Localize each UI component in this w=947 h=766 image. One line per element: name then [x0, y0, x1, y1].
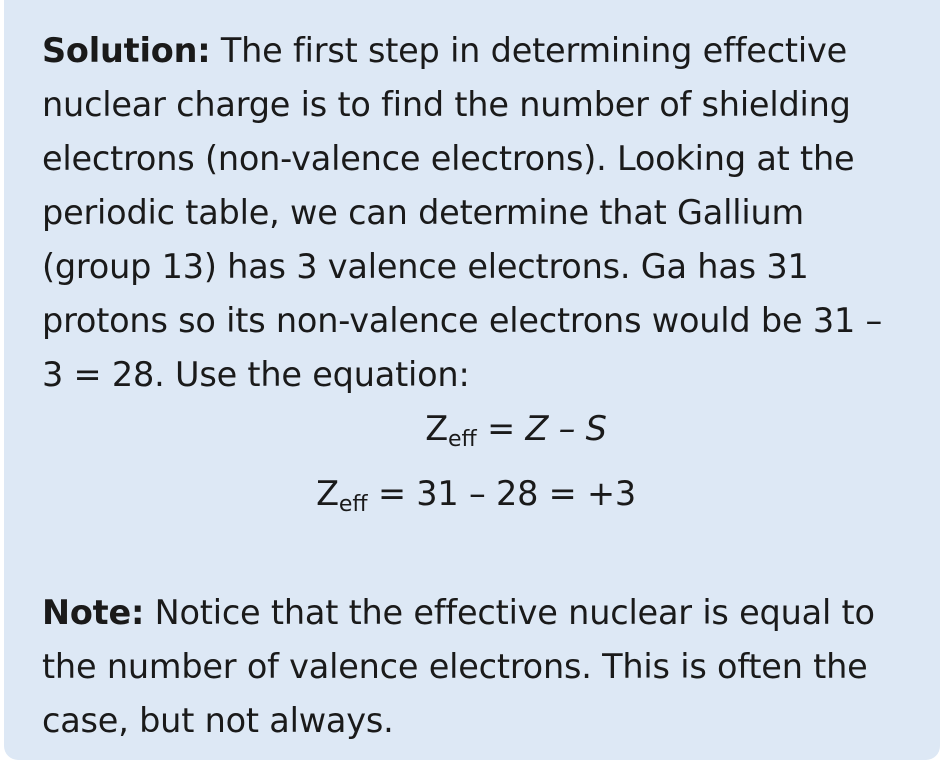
equation-calculation [42, 467, 910, 532]
z-variable: Z [525, 409, 549, 448]
solution-label: Solution: [42, 31, 211, 70]
z-eff-symbol: $Z_{eff}$ [425, 409, 477, 452]
solution-text: The first step in determining effective nuclear charge is to find the number of shielding electrons (non-valence electrons). Looking at the periodic table, we can determine that Gallium (group 13) has 3 valence electrons. Ga has 31 protons so its non-valence electrons would be 31 – 3 = 28. Use the equation: [42, 31, 883, 394]
equation-general: $Z_{eff} = Z - S$ [425, 409, 607, 452]
solution-paragraph [42, 24, 910, 402]
note-label: Note: [42, 593, 145, 632]
equation-result: = 31 – 28 = +3 [367, 474, 636, 513]
note-paragraph [42, 586, 910, 748]
note-text: Notice that the effective nuclear is equal to the number of valence electrons. This is often the case, but not always. [42, 593, 875, 740]
z-eff-symbol: $Z_{eff}$ [316, 474, 368, 517]
solution-card [4, 0, 940, 760]
s-variable: S [585, 409, 607, 448]
